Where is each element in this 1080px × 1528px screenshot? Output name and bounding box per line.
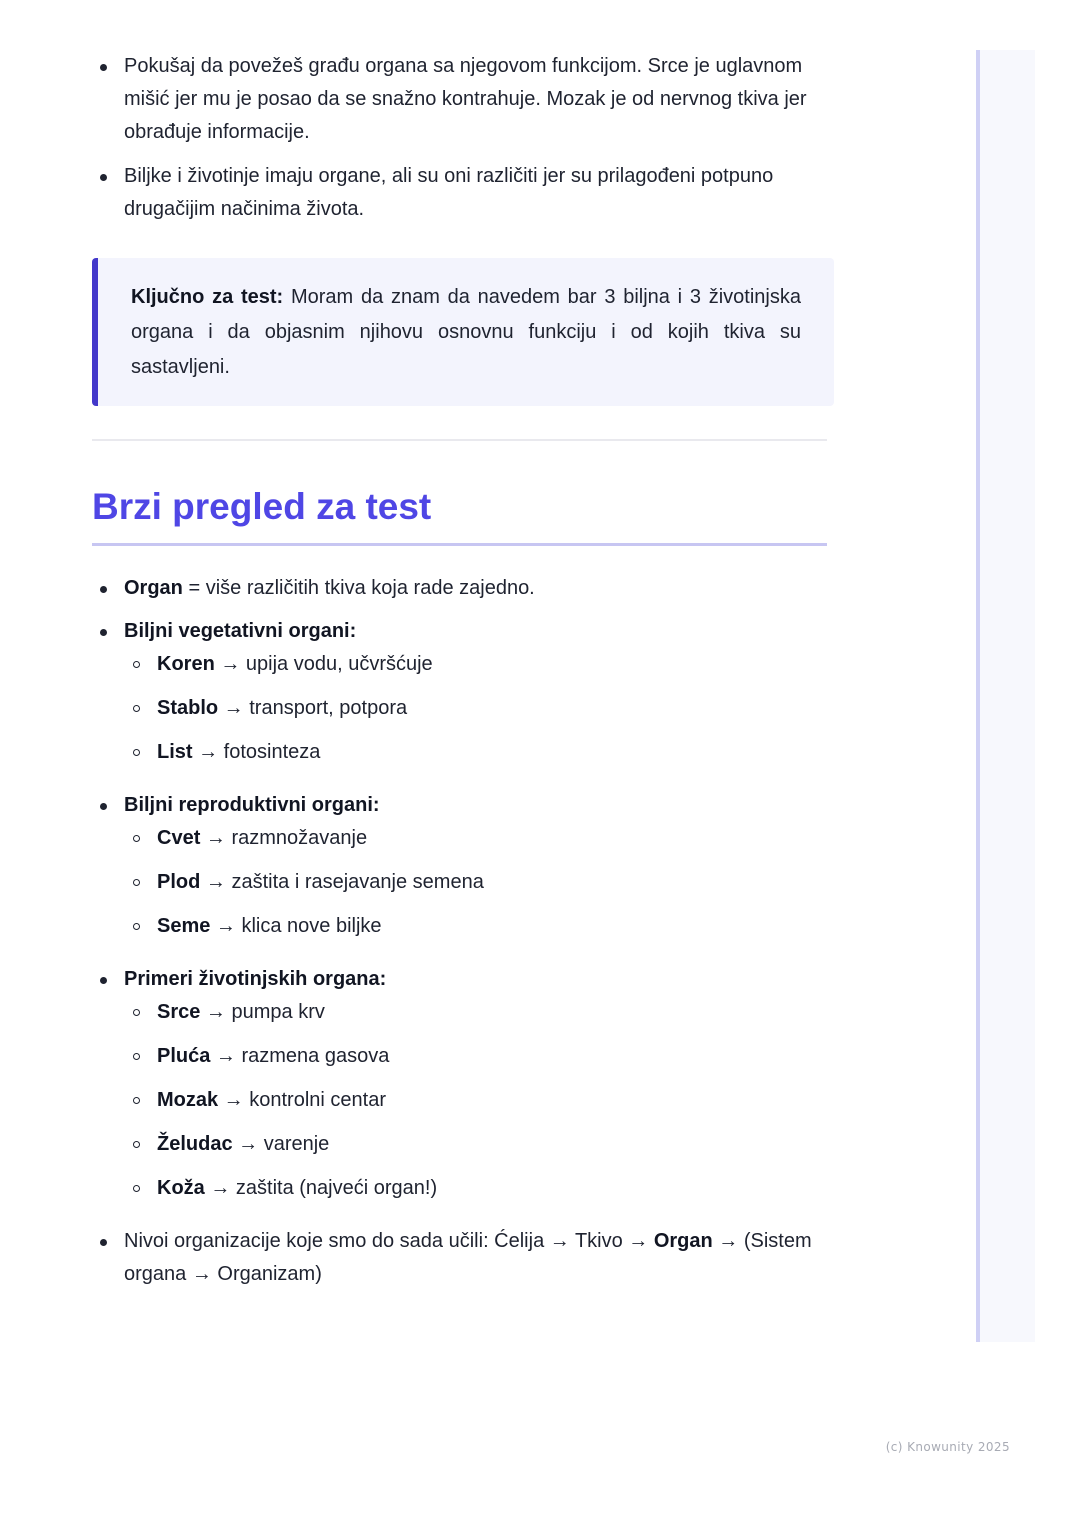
bullet-text: Biljke i životinje imaju organe, ali su oni različiti jer su prilagođeni potpuno drugačijim načinima života. [124,165,774,220]
term: Želudac [157,1133,233,1155]
group-heading: Biljni vegetativni organi: [124,620,357,642]
desc: → razmena gasova [210,1045,390,1067]
term: Plod [157,871,201,893]
section-divider [92,439,827,441]
sub-item [124,822,827,855]
sub-item [124,1128,827,1161]
term: Cvet [157,827,201,849]
desc: → klica nove biljke [210,915,382,937]
list-item-animal [92,963,827,1205]
list-item-vegetative [92,615,827,769]
desc: → razmnožavanje [200,827,368,849]
sub-item [124,910,827,943]
definition: = više različitih tkiva koja rade zajedno. [182,577,535,599]
desc: → varenje [232,1133,330,1155]
list-item-levels [92,1225,827,1291]
sub-item [124,692,827,725]
desc: → zaštita i rasejavanje semena [200,871,484,893]
desc: → kontrolni centar [218,1089,386,1111]
main-content [92,50,827,1301]
intro-list [92,50,827,226]
term: Seme [157,915,211,937]
desc: → transport, potpora [218,697,408,719]
term: Stablo [157,697,219,719]
sub-item [124,648,827,681]
term: Mozak [157,1089,219,1111]
levels-suffix: → (Sistem organa → Organizam) [124,1230,812,1285]
section-title: Brzi pregled za test [92,485,827,546]
key-test-callout [92,258,834,406]
quick-review-list [92,572,827,1291]
sub-item [124,1172,827,1205]
sub-item [124,736,827,769]
callout-text: Moram da znam da navedem bar 3 biljna i 3 životinjska organa i da objasnim njihovu osnovnu funkciju i od kojih tkiva su sastavljeni. [131,286,801,378]
bullet-text: Pokušaj da povežeš građu organa sa njegovom funkcijom. Srce je uglavnom mišić jer mu je posao da se snažno kontrahuje. Mozak je od nervnog tkiva jer obrađuje informacije. [124,55,807,143]
desc: → upija vodu, učvršćuje [214,653,433,675]
list-item-reproductive [92,789,827,943]
group-heading: Biljni reproduktivni organi: [124,794,380,816]
term: Koža [157,1177,205,1199]
term: Pluća [157,1045,211,1067]
copyright-footer: (c) Knowunity 2025 [885,1440,1010,1454]
list-item [92,50,827,149]
sub-item [124,1040,827,1073]
desc: → fotosinteza [192,741,321,763]
term: Koren [157,653,215,675]
sub-item [124,996,827,1029]
vegetative-list [124,648,827,769]
term: Organ [124,577,183,599]
desc: → pumpa krv [200,1001,325,1023]
reproductive-list [124,822,827,943]
callout-label: Ključno za test: [131,286,284,308]
desc: → zaštita (najveći organ!) [204,1177,438,1199]
animal-list [124,996,827,1205]
group-heading: Primeri životinjskih organa: [124,968,387,990]
sub-item [124,1084,827,1117]
levels-bold: Organ [653,1230,713,1252]
term: List [157,741,193,763]
sub-item [124,866,827,899]
list-item [92,160,827,226]
levels-prefix: Nivoi organizacije koje smo do sada učili: Ćelija → Tkivo → [124,1230,654,1252]
side-panel [976,50,1035,1342]
term: Srce [157,1001,201,1023]
list-item [92,572,827,605]
